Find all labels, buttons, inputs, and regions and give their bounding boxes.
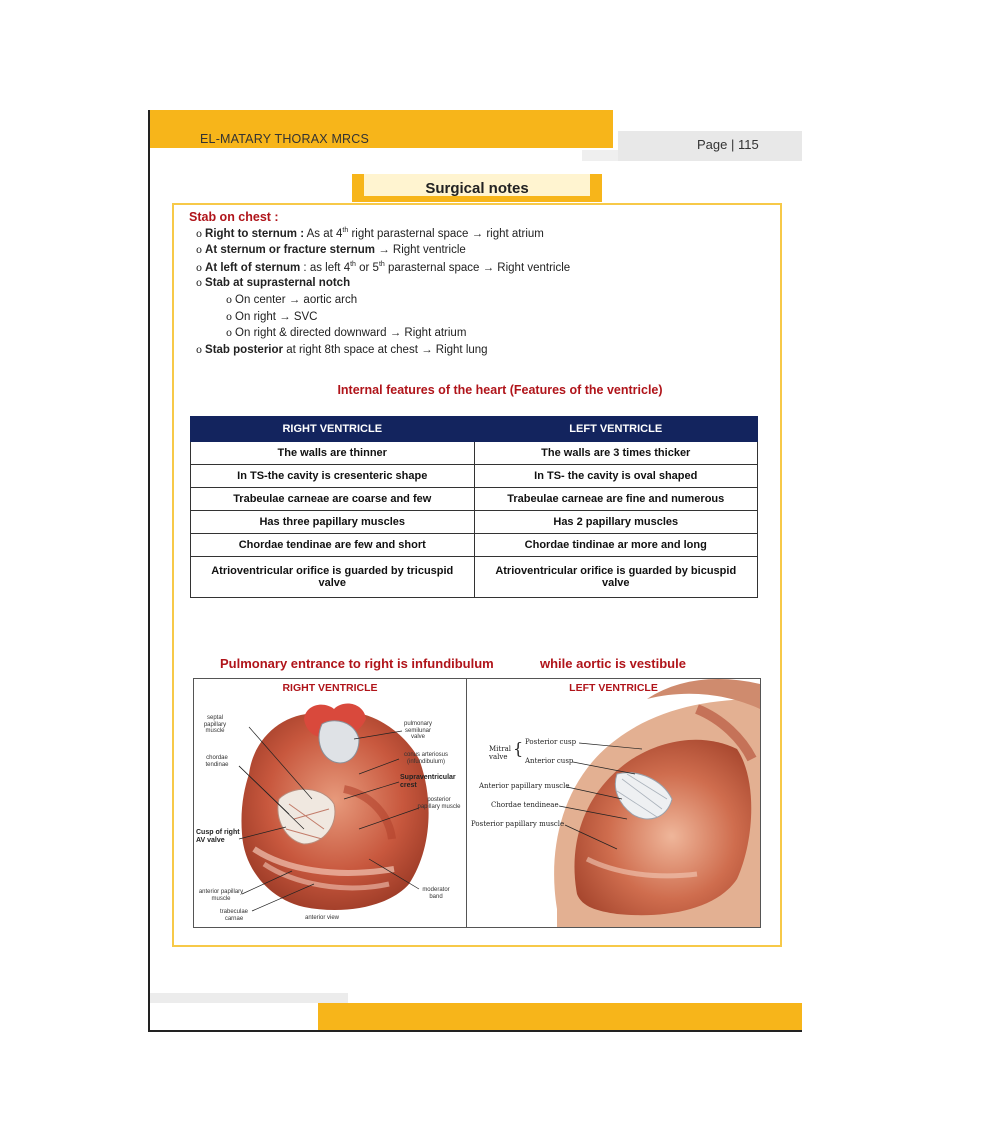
stab-item-text: at right 8th space at chest → Right lung <box>283 344 488 356</box>
stab-subitem-text: On right & directed downward → Right atrium <box>235 327 467 339</box>
label-posterior-papillary: posterior papillary muscle <box>417 797 461 810</box>
table-cell: Chordae tendinae are few and short <box>191 534 475 557</box>
footer-decoration <box>150 993 348 1003</box>
stab-subitem <box>226 327 466 339</box>
superscript: th <box>342 227 349 234</box>
stab-item-text: or 5 <box>355 261 379 274</box>
stab-item-text: right parasternal space → right atrium <box>348 227 544 240</box>
caption-aortic: while aortic is vestibule <box>540 656 686 671</box>
table-row <box>191 511 758 534</box>
stab-item-right-sternum <box>196 227 544 240</box>
stab-item-bold: At sternum or fracture sternum <box>205 244 376 256</box>
label-posterior-cusp: Posterior cusp <box>525 738 577 746</box>
section-tab <box>352 174 602 202</box>
superscript: th <box>378 261 385 268</box>
stab-subitem <box>226 311 317 323</box>
page-number: Page | 115 <box>697 137 759 152</box>
label-crest: Supraventricular crest <box>400 774 456 789</box>
left-ventricle-figure <box>466 678 761 928</box>
book-title: EL-MATARY THORAX MRCS <box>200 132 370 146</box>
label-septal-papillary: septal papillary muscle <box>203 715 227 734</box>
bullet-icon: o <box>226 328 233 339</box>
label-conus: conus arteriosus (infundibulum) <box>403 752 449 765</box>
table-cell: Atrioventricular orifice is guarded by bicuspid valve <box>474 557 758 598</box>
label-chordae: chordae tendinae <box>205 755 229 768</box>
table-row <box>191 534 758 557</box>
ventricle-comparison-table <box>190 416 758 598</box>
bullet-icon: o <box>196 228 203 240</box>
column-header: LEFT VENTRICLE <box>474 417 758 442</box>
table-cell: Trabeulae carneae are fine and numerous <box>474 488 758 511</box>
table-row <box>191 488 758 511</box>
page-border-bottom <box>148 1030 802 1032</box>
stab-item-bold: Stab at suprasternal notch <box>205 277 351 289</box>
bullet-icon: o <box>226 312 233 323</box>
bullet-icon: o <box>226 295 233 306</box>
page-border-left <box>148 110 150 1032</box>
stab-item-bold: Stab posterior <box>205 344 283 356</box>
table-cell: The walls are thinner <box>191 442 475 465</box>
table-cell: Atrioventricular orifice is guarded by tricuspid valve <box>191 557 475 598</box>
stab-subitem <box>226 294 357 306</box>
label-anterior-papillary: Anterior papillary muscle <box>479 782 570 790</box>
stab-item-posterior <box>196 344 488 356</box>
table-cell: In TS- the cavity is oval shaped <box>474 465 758 488</box>
stab-item-text: parasternal space → Right ventricle <box>384 261 571 274</box>
column-header: RIGHT VENTRICLE <box>191 417 475 442</box>
label-posterior-papillary: Posterior papillary muscle <box>471 820 565 828</box>
table-row <box>191 557 758 598</box>
label-mitral-valve: Mitral valve <box>489 745 511 761</box>
caption-pulmonary: Pulmonary entrance to right is infundibulum <box>220 656 494 671</box>
stab-item-text: → Right ventricle <box>375 244 466 256</box>
stab-item-bold: Right to sternum : <box>205 227 305 240</box>
table-header-row <box>191 417 758 442</box>
table-row <box>191 442 758 465</box>
bullet-icon: o <box>196 278 203 289</box>
bullet-icon: o <box>196 245 203 256</box>
right-ventricle-figure <box>193 678 467 928</box>
stab-item-bold: At left of sternum <box>205 261 301 274</box>
label-chordae: Chordae tendineae <box>491 801 559 809</box>
label-anterior-cusp: Anterior cusp <box>525 757 574 765</box>
table-cell: Chordae tindinae ar more and long <box>474 534 758 557</box>
label-pulmonary-valve: pulmonary semilunar valve <box>403 721 432 740</box>
figure-title: LEFT VENTRICLE <box>569 682 658 694</box>
footer-bar <box>318 1003 802 1030</box>
label-cusp: Cusp of right AV valve <box>196 829 240 844</box>
table-row <box>191 465 758 488</box>
label-anterior-papillary: anterior papillary muscle <box>198 889 244 902</box>
stab-subitem-text: On center → aortic arch <box>235 294 358 306</box>
stab-item-at-sternum <box>196 244 466 256</box>
stab-heading: Stab on chest : <box>189 210 279 224</box>
stab-item-suprasternal <box>196 277 350 289</box>
table-cell: In TS-the cavity is cresenteric shape <box>191 465 475 488</box>
figure-title: RIGHT VENTRICLE <box>282 682 378 694</box>
section-title: Internal features of the heart (Features of the ventricle) <box>337 383 663 397</box>
label-moderator: moderator band <box>422 887 450 900</box>
label-trabeculae: trabeculae carnae <box>219 909 249 922</box>
bullet-icon: o <box>196 262 203 274</box>
table-cell: The walls are 3 times thicker <box>474 442 758 465</box>
label-view: anterior view <box>304 915 339 921</box>
table-cell: Has three papillary muscles <box>191 511 475 534</box>
stab-item-text: As at 4 <box>304 227 343 240</box>
section-tab-title: Surgical notes <box>425 180 529 197</box>
stab-item-left-sternum <box>196 261 570 274</box>
header-decoration <box>582 150 618 161</box>
stab-item-text: : as left 4 <box>300 261 351 274</box>
superscript: th <box>350 261 356 268</box>
table-cell: Has 2 papillary muscles <box>474 511 758 534</box>
bullet-icon: o <box>196 345 203 356</box>
stab-subitem-text: On right → SVC <box>235 311 318 323</box>
section-tab-inner <box>364 174 590 198</box>
table-cell: Trabeulae carneae are coarse and few <box>191 488 475 511</box>
brace-icon: { <box>513 739 524 758</box>
